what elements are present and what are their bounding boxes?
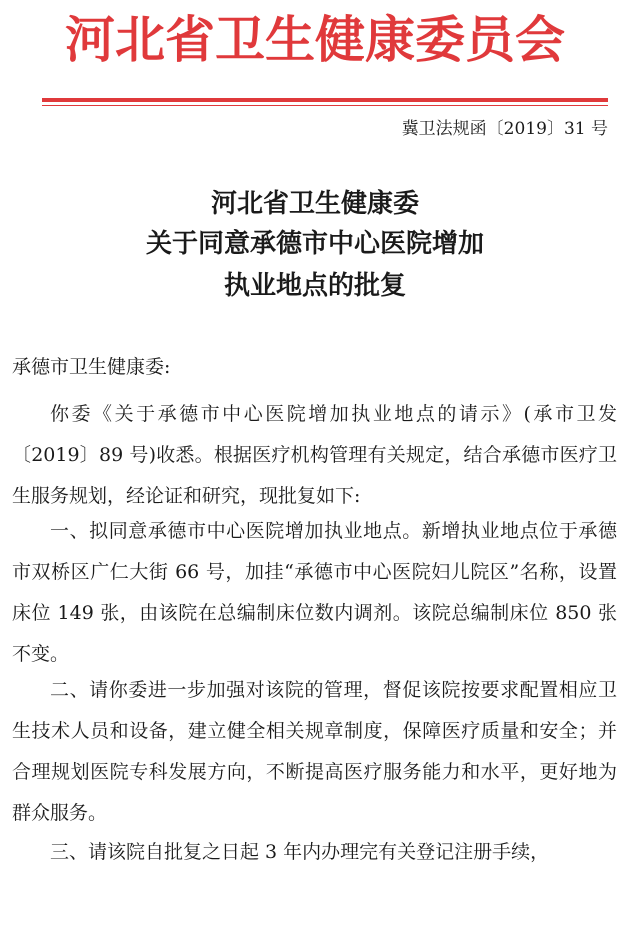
paragraph-4: 三、请该院自批复之日起 3 年内办理完有关登记注册手续， (50, 841, 550, 863)
paragraph-2: 一、拟同意承德市中心医院增加执业地点。新增执业地点位于承德市双桥区广仁大街 66 号，加挂“承德市中心医院妇儿院区”名称，设置床位 149 张，由该院在总编制床位数内调剂。该院总编制床位 850 张不变。 (12, 520, 617, 665)
document-title-line-2: 关于同意承德市中心医院增加 (145, 229, 484, 259)
paragraph-1: 你委《关于承德市中心医院增加执业地点的请示》(承市卫发〔2019〕89 号)收悉。根据医疗机构管理有关规定，结合承德市医疗卫生服务规划，经论证和研究，现批复如下: (12, 403, 617, 507)
salutation: 承德市卫生健康委: (12, 356, 171, 378)
letterhead-rule-thin (42, 105, 608, 106)
paragraph-3: 二、请你委进一步加强对该院的管理，督促该院按要求配置相应卫生技术人员和设备，建立健全相关规章制度，保障医疗质量和安全；并合理规划医院专科发展方向，不断提高医疗服务能力和水平，更好地为群众服务。 (12, 679, 617, 824)
letterhead-rule-thick (42, 98, 608, 102)
letterhead-title: 河北省卫生健康委员会 (65, 10, 565, 69)
document-title-line-1: 河北省卫生健康委 (210, 189, 419, 219)
document-title-line-3: 执业地点的批复 (223, 271, 406, 301)
document-number: 冀卫法规函〔2019〕31 号 (401, 119, 608, 139)
